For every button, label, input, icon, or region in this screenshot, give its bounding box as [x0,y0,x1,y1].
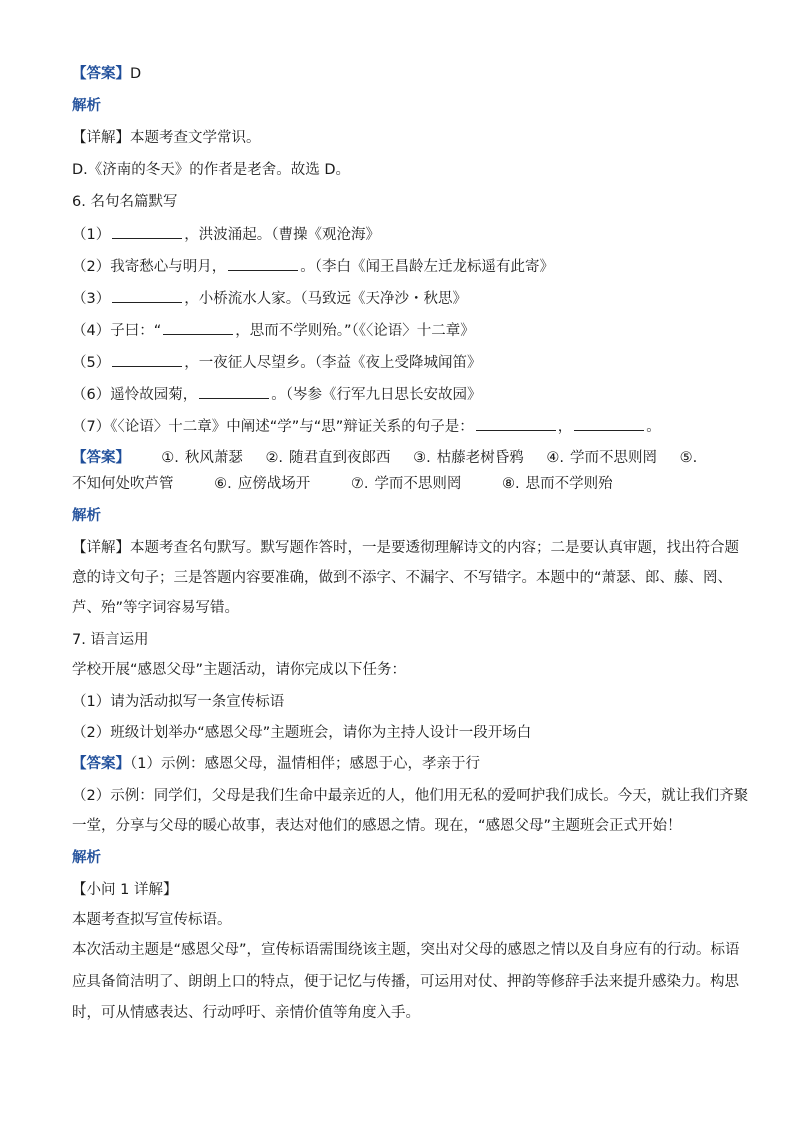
answer-item: ④. 学而不思则罔 [546,450,657,466]
item-text: 《〈论语〉十二章》中阐述“学”与“思”辩证关系的句子是： [110,419,474,435]
fill-blank [228,256,298,271]
fill-blank [112,224,182,239]
q6-item-7 [72,416,722,437]
q7-task-1: （1）请为活动拟写一条宣传标语 [72,694,285,710]
q5-detail-line [72,128,722,148]
item-number: （2） [72,259,111,275]
answer-item: 不知何处吹芦管 [72,476,174,492]
q7-intro: 学校开展“感恩父母”主题活动，请你完成以下任务： [72,662,407,678]
q5-answer-line [72,64,722,84]
answer-item: ③. 枯藤老树昏鸦 [413,450,524,466]
fill-blank [163,320,233,335]
q6-item-6 [72,384,722,405]
answer-item: ⑧. 思而不学则殆 [502,476,613,492]
q7-sub1-line-2: 本次活动主题是“感恩父母”，宣传标语需围绕该主题，突出对父母的感恩之情以及自身应有的行动。标语 [72,942,740,958]
q5-explain-line: D.《济南的冬天》的作者是老舍。故选 D。 [72,162,351,178]
detail-tag: 【详解】 [72,130,130,146]
q5-analysis-heading [72,96,722,116]
detail-tag: 【详解】 [72,540,130,556]
item-sep: ， [557,419,573,435]
q6-answer-line-2 [72,474,722,494]
item-before: 子曰：“ [110,323,162,339]
answer-item: ⑤. [679,450,698,466]
item-after: ，洪波涌起。（曹操《观沧海》 [184,227,380,243]
q6-detail-line-3: 芦、殆”等字词容易写错。 [72,600,240,616]
answer-item: ①. 秋风萧瑟 [161,450,243,466]
item-end: 。 [646,419,661,435]
fill-blank [112,352,182,367]
fill-blank [574,416,644,431]
item-number: （4） [72,323,111,339]
item-after: 。（岑参《行军九日思长安故园》 [271,387,482,403]
item-number: （1） [72,227,111,243]
q6-analysis-heading [72,506,722,526]
item-after: ，思而不学则殆。”（《〈论语〉十二章》 [235,323,475,339]
item-number: （7） [72,419,111,435]
answer-tag: 【答案】 [72,450,130,466]
answer-item: ⑥. 应傍战场开 [214,476,311,492]
item-after: 。（李白《闻王昌龄左迁龙标遥有此寄》 [300,259,554,275]
item-number: （3） [72,291,111,307]
q6-answer-line-1 [72,448,722,468]
answer-text: （1）示例：感恩父母，温情相伴；感恩于心，孝亲于行 [130,756,480,772]
answer-item: ②. 随君直到夜郎西 [265,450,391,466]
answer-item: ⑦. 学而不思则罔 [350,476,462,492]
analysis-tag: 解析 [72,98,101,114]
q7-title: 7. 语言运用 [72,632,149,648]
item-number: （6） [72,387,111,403]
answer-tag: 【答案】 [72,66,130,82]
q7-sub1-line-4: 时，可从情感表达、行动呼吁、亲情价值等角度入手。 [72,1005,420,1021]
q7-answer-line-3: 一堂，分享与父母的暖心故事，表达对他们的感恩之情。现在，“感恩父母”主题班会正式开始！ [72,818,682,834]
item-number: （5） [72,355,111,371]
q6-item-5 [72,352,722,373]
q6-item-1 [72,224,722,245]
item-after: ，小桥流水人家。（马致远《天净沙・秋思》 [184,291,467,307]
q7-answer-line-2: （2）示例：同学们，父母是我们生命中最亲近的人，他们用无私的爱呵护我们成长。今天，就让我们齐聚 [72,788,749,804]
q6-item-2 [72,256,722,277]
q5-detail-text: 本题考查文学常识。 [130,130,261,146]
item-after: ，一夜征人尽望乡。（李益《夜上受降城闻笛》 [184,355,482,371]
q7-answer-line-1 [72,754,722,774]
fill-blank [112,288,182,303]
q7-task-2: （2）班级计划举办“感恩父母”主题班会，请你为主持人设计一段开场白 [72,725,532,741]
q6-detail-line-1 [72,538,739,558]
fill-blank [476,416,556,431]
q7-sub1-line-3: 应具备简洁明了、朗朗上口的特点，便于记忆与传播，可运用对仗、押韵等修辞手法来提升感染力。构思 [72,974,739,990]
q6-item-3 [72,288,722,309]
analysis-tag: 解析 [72,508,101,524]
item-before: 我寄愁心与明月， [110,259,227,275]
item-before: 遥怜故园菊， [110,387,198,403]
detail-text: 本题考查名句默写。默写题作答时，一是要透彻理解诗文的内容；二是要认真审题，找出符合题 [130,540,739,556]
q7-sub1-line-1: 本题考查拟写宣传标语。 [72,912,232,928]
q6-title: 6. 名句名篇默写 [72,194,178,210]
q7-analysis-heading [72,848,722,868]
q6-item-4 [72,320,722,341]
q6-detail-line-2: 意的诗文句子；三是答题内容要准确，做到不添字、不漏字、不写错字。本题中的“萧瑟、郎、藤、罔、 [72,570,733,586]
fill-blank [199,384,269,399]
q7-sub1-heading: 【小问 1 详解】 [72,882,178,898]
analysis-tag: 解析 [72,850,101,866]
q5-answer-value: D [130,66,142,82]
answer-tag: 【答案】 [72,756,130,772]
